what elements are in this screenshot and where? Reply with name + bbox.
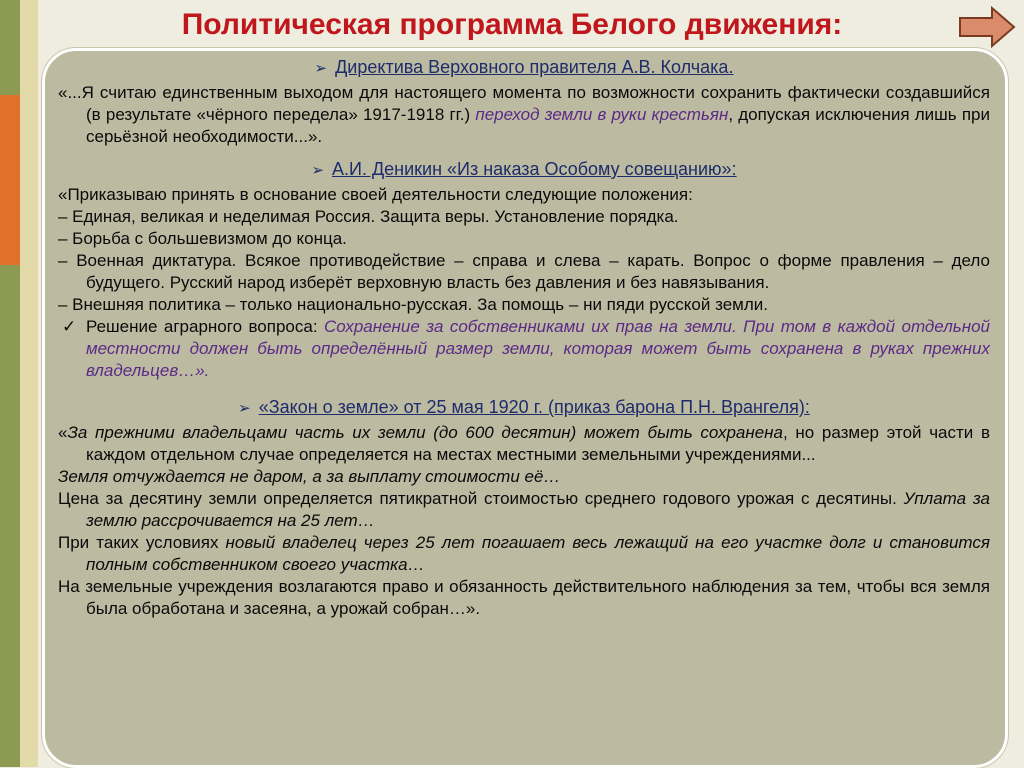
- arrow-right-icon[interactable]: [958, 6, 1016, 48]
- kolchak-quote: «...Я считаю единственным выходом для настоящего момента по возможности сохранить фактически создавшийся (в результате «чёрного передела» 1917-1918 гг.) переход земли в руки крестьян, допуская исключения лишь при серьёзной необходимости...».: [58, 83, 990, 146]
- denikin-line-5: – Внешняя политика – только национально-русская. За помощь – ни пяди русской земли.: [58, 295, 768, 314]
- decor-stripe-yellow: [20, 0, 38, 767]
- section-heading-denikin: ➢ А.И. Деникин «Из наказа Особому совещанию»:: [311, 159, 737, 179]
- bullet-arrow-icon: ➢: [238, 400, 251, 417]
- denikin-line-3: – Борьба с большевизмом до конца.: [58, 229, 347, 248]
- denikin-line-2: – Единая, великая и неделимая Россия. Защита веры. Установление порядка.: [58, 207, 679, 226]
- checkmark-icon: ✓: [62, 317, 77, 336]
- denikin-agrarian: ✓ Решение аграрного вопроса: Сохранение за собственниками их прав на земли. При том в каждой отдельной местности должен быть определённый размер земли, которая может быть сохранена в руках прежних владельцев…».: [62, 317, 990, 380]
- wrangel-quote-4: При таких условиях новый владелец через 25 лет погашает весь лежащий на его участке долг и становится полным собственником своего участка…: [58, 533, 990, 574]
- slide-title: Политическая программа Белого движения:: [181, 8, 843, 41]
- section-heading-kolchak: ➢ Директива Верховного правителя А.В. Колчака.: [314, 57, 734, 77]
- decor-stripe-orange: [0, 95, 20, 265]
- bullet-arrow-icon: ➢: [311, 162, 325, 179]
- wrangel-quote-1: «За прежними владельцами часть их земли (до 600 десятин) может быть сохранена, но размер этой части в каждом отдельном случае определяется на местах местными земельными учреждениями...: [58, 423, 991, 464]
- section-heading-wrangel: ➢ «Закон о земле» от 25 мая 1920 г. (приказ барона П.Н. Врангеля):: [238, 397, 810, 417]
- slide-content: [58, 52, 990, 620]
- wrangel-quote-2: Земля отчуждается не даром, а за выплату стоимости её…: [58, 467, 561, 486]
- wrangel-quote-5: На земельные учреждения возлагаются право и обязанность действительного наблюдения за тем, чтобы вся земля была обработана и засеяна, а урожай собран…».: [58, 577, 990, 618]
- bullet-arrow-icon: ➢: [314, 60, 328, 77]
- denikin-line-4: – Военная диктатура. Всякое противодействие – справа и слева – карать. Вопрос о форме правления – дело будущего. Русский народ изберёт верховную власть без давления и без навязывания.: [58, 251, 990, 292]
- denikin-line-1: «Приказываю принять в основание своей деятельности следующие положения:: [58, 185, 693, 204]
- wrangel-quote-3: Цена за десятину земли определяется пятикратной стоимостью среднего годового урожая с десятины. Уплата за землю рассрочивается на 25 лет…: [58, 489, 990, 530]
